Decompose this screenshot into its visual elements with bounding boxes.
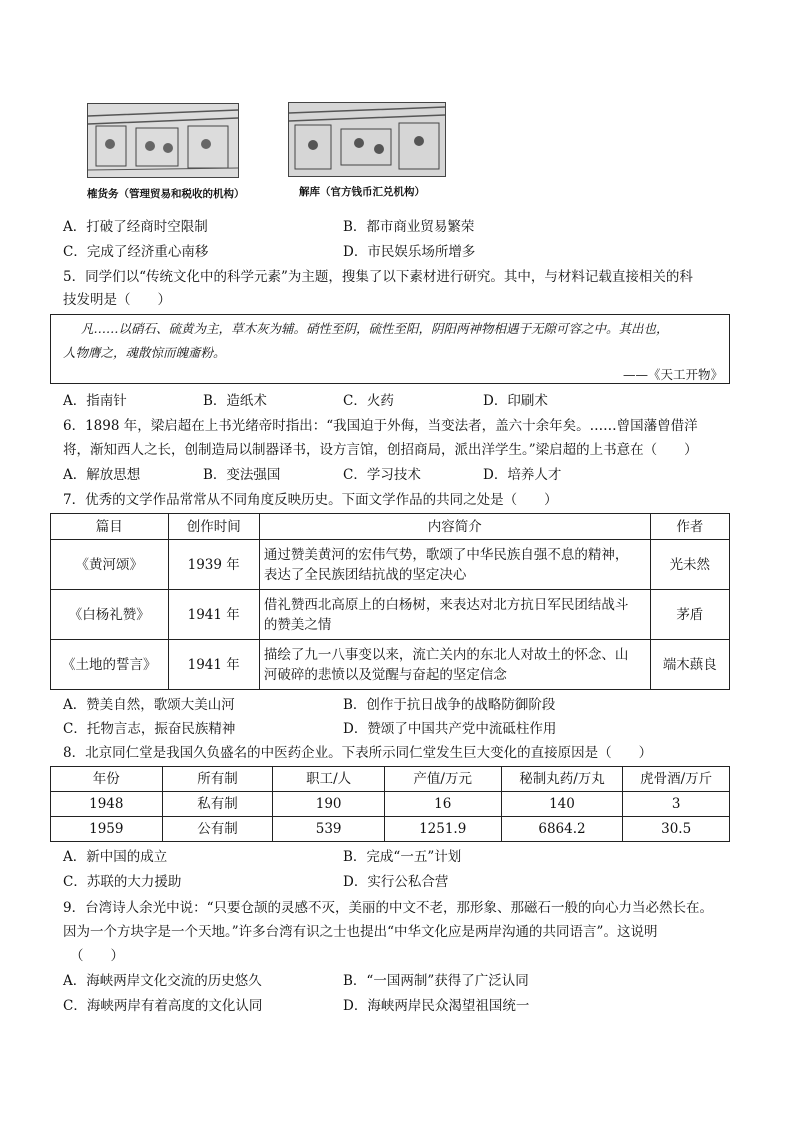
table-row [51, 640, 730, 690]
q4-option-d[interactable]: D．市民娱乐场所增多 [343, 244, 476, 260]
q7-literature-table [50, 513, 730, 690]
row-description [259, 540, 650, 590]
row-title: 《黄河颂》 [51, 540, 169, 590]
caption-jie-ku: 解库（官方钱币汇兑机构） [299, 186, 425, 198]
q9-stem-line3: （ ） [70, 948, 124, 964]
cell: 140 [501, 792, 623, 817]
cell: 539 [273, 817, 384, 842]
cell: 1959 [51, 817, 163, 842]
q8-option-d[interactable]: D．实行公私合营 [343, 874, 449, 890]
header-year: 年份 [51, 767, 163, 792]
q6-stem-line2: 将，渐知西人之长，创制造局以制器译书，设方言馆，创招商局，派出洋学生。”梁启超的上书意在（ ） [63, 442, 698, 458]
desc-line: 的赞美之情 [263, 616, 332, 633]
row-description [259, 590, 650, 640]
cell: 16 [384, 792, 501, 817]
q4-option-a[interactable]: A．打破了经商时空限制 [63, 219, 208, 235]
row-year: 1941 年 [168, 640, 259, 690]
row-title: 《土地的誓言》 [51, 640, 169, 690]
image-que-huo-wu [87, 103, 239, 178]
q9-option-a[interactable]: A．海峡两岸文化交流的历史悠久 [63, 973, 262, 989]
q7-option-b[interactable]: B．创作于抗日战争的战略防御阶段 [343, 697, 556, 713]
q7-stem: 7．优秀的文学作品常常从不同角度反映历史。下面文学作品的共同之处是（ ） [63, 492, 558, 508]
header-title: 篇目 [51, 514, 169, 540]
q5-option-c[interactable]: C．火药 [343, 393, 394, 409]
q6-option-b[interactable]: B．变法强国 [203, 467, 281, 483]
q6-option-c[interactable]: C．学习技术 [343, 467, 421, 483]
cell: 6864.2 [501, 817, 623, 842]
cell: 公有制 [162, 817, 273, 842]
cell: 30.5 [623, 817, 730, 842]
q6-option-d[interactable]: D．培养人才 [483, 467, 562, 483]
desc-line: 通过赞美黄河的宏伟气势，歌颂了中华民族自强不息的精神， [263, 546, 629, 563]
q8-option-b[interactable]: B．完成“一五”计划 [343, 849, 462, 865]
q6-option-a[interactable]: A．解放思想 [63, 467, 141, 483]
row-author: 端木蕻良 [650, 640, 729, 690]
cell: 1948 [51, 792, 163, 817]
table-row [51, 540, 730, 590]
q8-tongrentang-table [50, 766, 730, 842]
row-year: 1939 年 [168, 540, 259, 590]
q5-stem-line2: 技发明是（ ） [63, 292, 171, 308]
q7-option-c[interactable]: C．托物言志，振奋民族精神 [63, 721, 236, 737]
q8-option-a[interactable]: A．新中国的成立 [63, 849, 168, 865]
q5-quote-line1: 凡……以硝石、硫黄为主，草木灰为辅。硝性至阴，硫性至阳，阴阳两神物相遇于无隙可容之中。其出也， [81, 321, 669, 336]
table-row [51, 817, 730, 842]
q9-option-b[interactable]: B．“一国两制”获得了广泛认同 [343, 973, 529, 989]
q5-quote-line2: 人物膺之，魂散惊而魄齑粉。 [63, 345, 226, 360]
desc-line: 表达了全民族团结抗战的坚定决心 [263, 566, 467, 583]
q9-option-c[interactable]: C．海峡两岸有着高度的文化认同 [63, 998, 263, 1014]
woodcut-illustration-left [88, 104, 238, 177]
q7-option-a[interactable]: A．赞美自然，歌颂大美山河 [63, 697, 235, 713]
image-jie-ku [288, 102, 446, 177]
header-author: 作者 [650, 514, 729, 540]
q5-stem-line1: 5．同学们以“传统文化中的科学元素”为主题，搜集了以下素材进行研究。其中，与材料记载直接相关的科 [63, 269, 693, 285]
row-author: 光未然 [650, 540, 729, 590]
q4-option-b[interactable]: B．都市商业贸易繁荣 [343, 219, 475, 235]
header-description: 内容简介 [259, 514, 650, 540]
q5-option-d[interactable]: D．印刷术 [483, 393, 548, 409]
header-wine: 虎骨酒/万斤 [623, 767, 730, 792]
header-staff: 职工/人 [273, 767, 384, 792]
q5-option-b[interactable]: B．造纸术 [203, 393, 267, 409]
desc-line: 描绘了九一八事变以来，流亡关内的东北人对故土的怀念、山 [263, 646, 629, 663]
table-header-row [51, 514, 730, 540]
row-author: 茅盾 [650, 590, 729, 640]
header-output: 产值/万元 [384, 767, 501, 792]
row-description [259, 640, 650, 690]
desc-line: 河破碎的悲愤以及觉醒与奋起的坚定信念 [263, 666, 507, 683]
caption-que-huo-wu: 榷货务（管理贸易和税收的机构） [87, 188, 245, 200]
q5-option-a[interactable]: A．指南针 [63, 393, 127, 409]
table-row [51, 792, 730, 817]
cell: 3 [623, 792, 730, 817]
woodcut-illustration-right [289, 103, 445, 176]
q9-option-d[interactable]: D．海峡两岸民众渴望祖国统一 [343, 998, 530, 1014]
q9-stem-line2: 因为一个方块字是一个天地。”许多台湾有识之士也提出“中华文化应是两岸沟通的共同语言”。这说明 [63, 924, 658, 940]
cell: 私有制 [162, 792, 273, 817]
q8-option-c[interactable]: C．苏联的大力援助 [63, 874, 182, 890]
header-year: 创作时间 [168, 514, 259, 540]
q9-stem-line1: 9．台湾诗人余光中说：“只要仓颉的灵感不灭，美丽的中文不老，那形象、那磁石一般的向心力当必然长在。 [63, 900, 713, 916]
table-header-row [51, 767, 730, 792]
desc-line: 借礼赞西北高原上的白杨树，来表达对北方抗日军民团结战斗 [263, 596, 629, 613]
q5-source: ——《天工开物》 [622, 367, 723, 382]
row-year: 1941 年 [168, 590, 259, 640]
q7-option-d[interactable]: D．赞颂了中国共产党中流砥柱作用 [343, 721, 557, 737]
cell: 190 [273, 792, 384, 817]
q6-stem-line1: 6．1898 年，梁启超在上书光绪帝时指出：“我国迫于外侮，当变法者，盖六十余年矣。……曾国藩曾借洋 [63, 418, 698, 434]
row-title: 《白杨礼赞》 [51, 590, 169, 640]
header-pills: 秘制丸药/万丸 [501, 767, 623, 792]
table-row [51, 590, 730, 640]
header-ownership: 所有制 [162, 767, 273, 792]
q8-stem: 8．北京同仁堂是我国久负盛名的中医药企业。下表所示同仁堂发生巨大变化的直接原因是（ ） [63, 745, 653, 761]
q5-material-box [50, 314, 730, 384]
cell: 1251.9 [384, 817, 501, 842]
q4-option-c[interactable]: C．完成了经济重心南移 [63, 244, 209, 260]
